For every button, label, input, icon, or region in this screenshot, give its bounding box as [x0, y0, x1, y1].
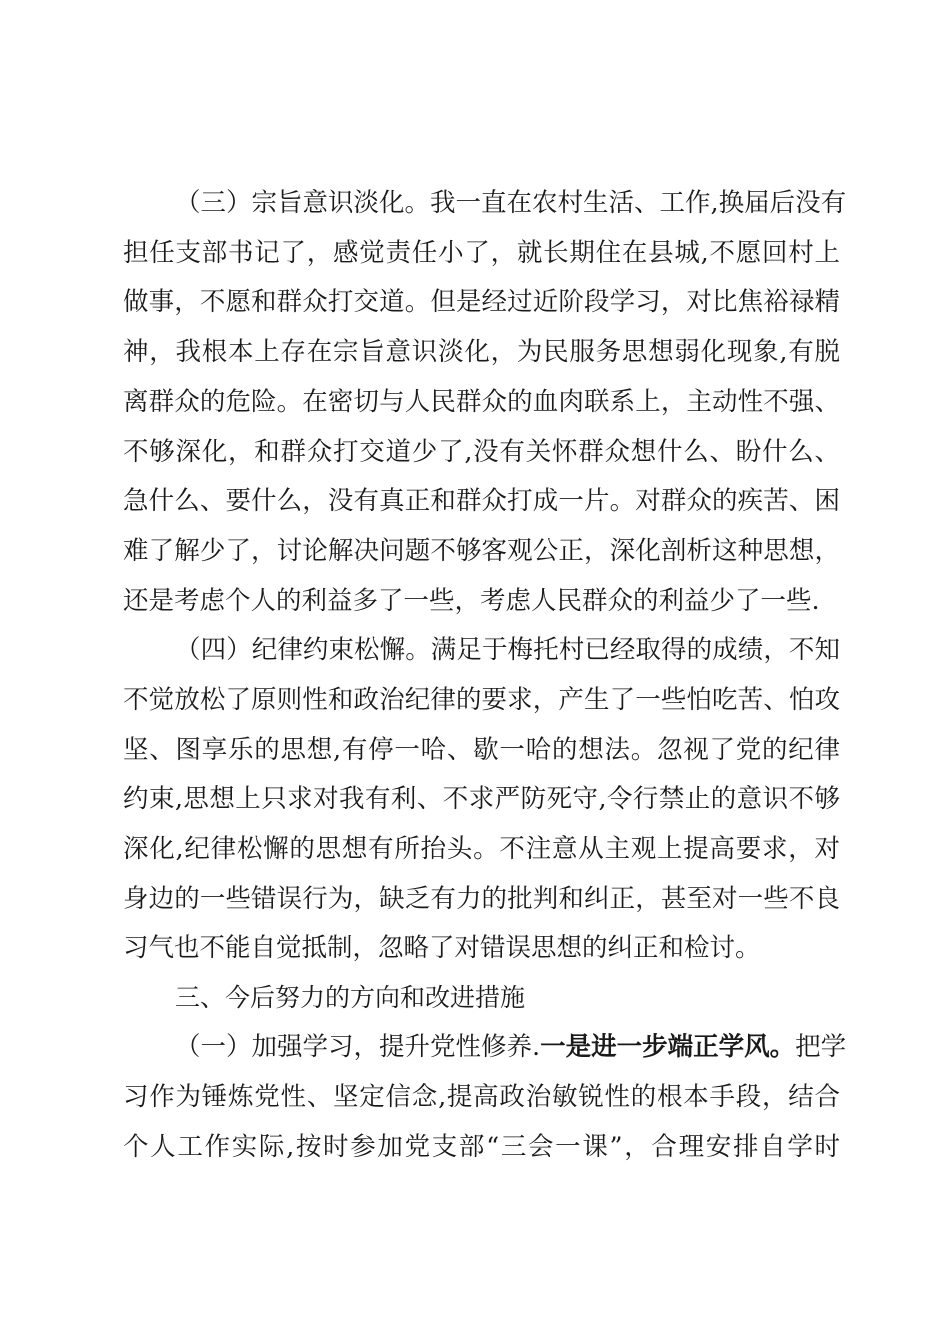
paragraph-4-line-3: 坚、图享乐的思想,有停一哈、歇一哈的想法。忽视了党的纪律	[123, 735, 840, 765]
paragraph-5-bold-phrase: 一是进一步端正学风。	[540, 1032, 796, 1062]
paragraph-3-line-3: 做事，不愿和群众打交道。但是经过近阶段学习，对比焦裕禄精	[123, 287, 840, 317]
paragraph-3-line-7: 急什么、要什么，没有真正和群众打成一片。对群众的疾苦、困	[123, 486, 840, 516]
paragraph-5-line-2: 习作为锤炼党性、坚定信念,提高政治敏锐性的根本手段，结合	[123, 1082, 840, 1112]
paragraph-4-line-5: 深化,纪律松懈的思想有所抬头。不注意从主观上提高要求，对	[123, 834, 840, 864]
paragraph-5-tail: 把学	[795, 1032, 847, 1062]
paragraph-4-line-7: 习气也不能自觉抵制，忽略了对错误思想的纠正和检讨。	[123, 933, 761, 963]
paragraph-3-line-6: 不够深化，和群众打交道少了,没有关怀群众想什么、盼什么、	[123, 437, 840, 467]
paragraph-4-line-2: 不觉放松了原则性和政治纪律的要求，产生了一些怕吃苦、怕攻	[123, 685, 840, 715]
paragraph-3-line-9: 还是考虑个人的利益多了一些，考虑人民群众的利益少了一些.	[123, 586, 820, 616]
paragraph-5-line-3: 个人工作实际,按时参加党支部“三会一课”，合理安排自学时	[123, 1132, 840, 1162]
paragraph-4-line-4: 约束,思想上只求对我有利、不求严防死守,令行禁止的意识不够	[123, 784, 840, 814]
paragraph-3-line-1: （三）宗旨意识淡化。我一直在农村生活、工作,换届后没有	[175, 188, 847, 218]
paragraph-5-lead: （一）加强学习，提升党性修养.	[175, 1032, 541, 1062]
paragraph-3-line-8: 难了解少了，讨论解决问题不够客观公正，深化剖析这种思想，	[123, 536, 840, 566]
paragraph-4-line-6: 身边的一些错误行为，缺乏有力的批判和纠正，甚至对一些不良	[123, 884, 840, 914]
section-3-heading: 三、今后努力的方向和改进措施	[175, 983, 526, 1012]
paragraph-5-line-1	[175, 1027, 847, 1067]
paragraph-3-line-4: 神，我根本上存在宗旨意识淡化，为民服务思想弱化现象,有脱	[123, 337, 840, 367]
paragraph-4-line-1: （四）纪律约束松懈。满足于梅托村已经取得的成绩，不知	[175, 635, 840, 665]
paragraph-3-line-2: 担任支部书记了，感觉责任小了，就长期住在县城,不愿回村上	[123, 238, 840, 268]
paragraph-3-line-5: 离群众的危险。在密切与人民群众的血肉联系上，主动性不强、	[123, 387, 840, 417]
